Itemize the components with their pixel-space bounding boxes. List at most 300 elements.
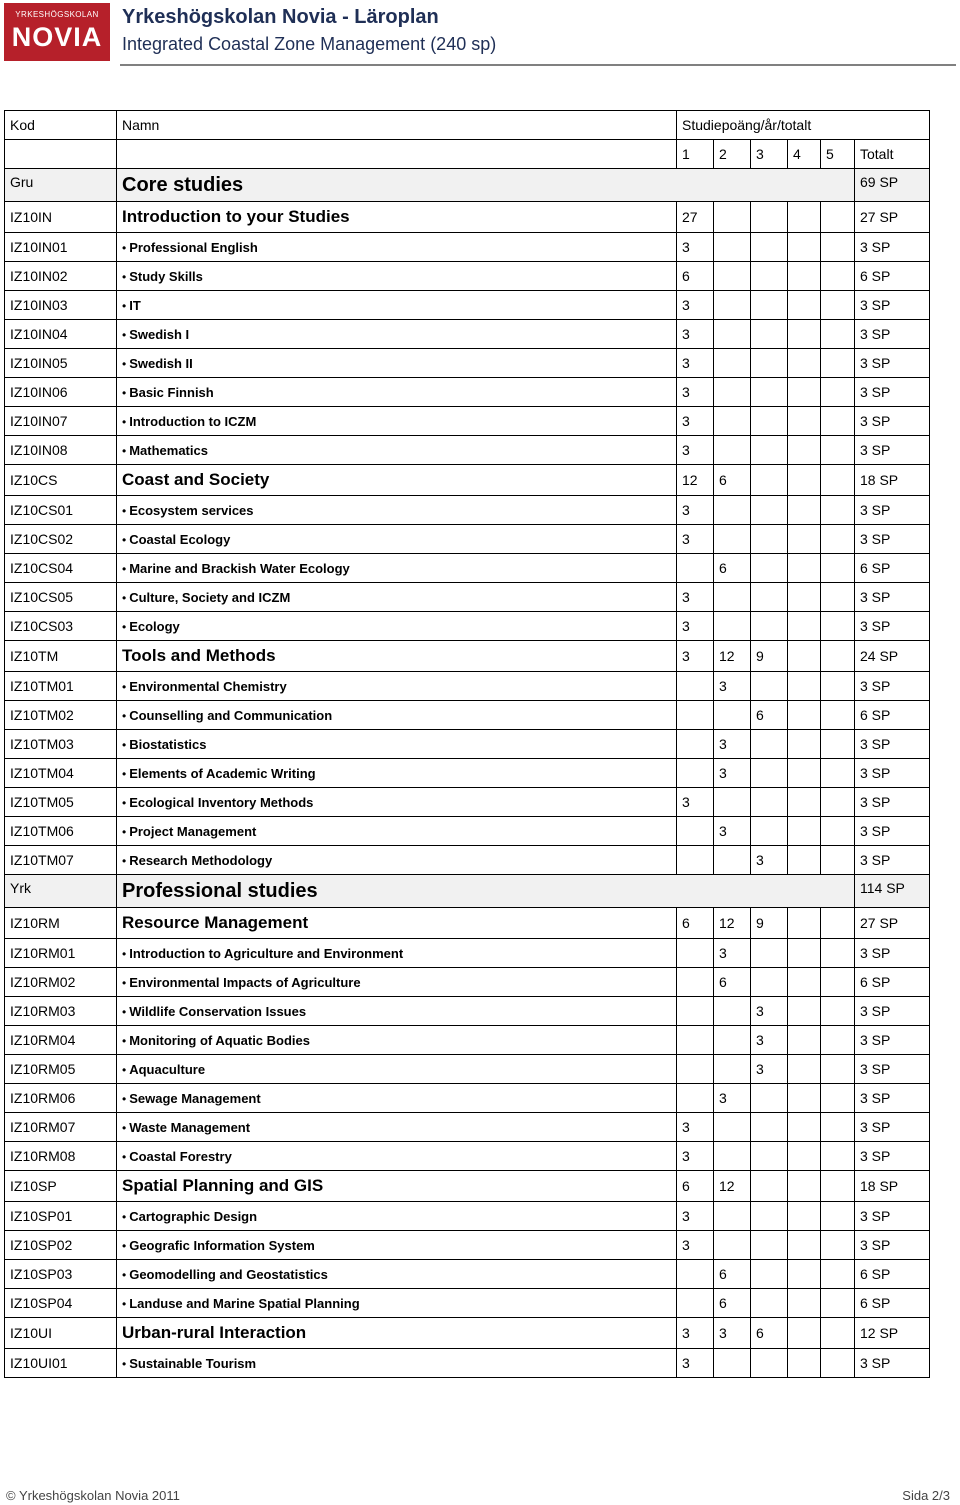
year-5-credits [821, 407, 855, 436]
year-2-credits: 6 [714, 465, 751, 496]
bullet-icon: • [122, 767, 127, 781]
course-name [117, 378, 677, 407]
novia-logo [4, 3, 110, 61]
course-code: IZ10TM03 [5, 730, 117, 759]
course-code: IZ10SP01 [5, 1202, 117, 1231]
year-4-credits [788, 262, 821, 291]
year-2-credits [714, 1026, 751, 1055]
course-row [5, 233, 930, 262]
course-name [117, 672, 677, 701]
course-code: IZ10CS01 [5, 496, 117, 525]
course-name-text: Ecosystem services [129, 503, 254, 518]
module-name [117, 908, 677, 939]
year-5-credits [821, 672, 855, 701]
course-name [117, 1260, 677, 1289]
year-4-credits [788, 730, 821, 759]
year-3-credits [751, 554, 788, 583]
year-1-credits: 3 [677, 583, 714, 612]
year-5-credits [821, 378, 855, 407]
year-1-credits [677, 1260, 714, 1289]
group-name [117, 875, 855, 908]
year-5-credits [821, 233, 855, 262]
course-name-text: Professional English [129, 240, 258, 255]
course-name-text: Environmental Chemistry [129, 679, 287, 694]
year-1-credits: 3 [677, 1349, 714, 1378]
logo-top-text: YRKESHÖGSKOLAN [15, 10, 99, 19]
course-row [5, 612, 930, 641]
year-3-credits [751, 1113, 788, 1142]
course-name [117, 349, 677, 378]
course-name [117, 1055, 677, 1084]
course-code: IZ10TM04 [5, 759, 117, 788]
course-name [117, 730, 677, 759]
course-code: IZ10IN01 [5, 233, 117, 262]
module-name [117, 465, 677, 496]
year-3-credits [751, 583, 788, 612]
course-name [117, 1142, 677, 1171]
year-1-credits [677, 968, 714, 997]
course-code: IZ10IN08 [5, 436, 117, 465]
course-code: IZ10IN [5, 202, 117, 233]
course-name-text: Geomodelling and Geostatistics [129, 1267, 328, 1282]
course-code: IZ10TM06 [5, 817, 117, 846]
year-3-credits: 3 [751, 1026, 788, 1055]
year-4-credits [788, 1318, 821, 1349]
year-4-credits [788, 1349, 821, 1378]
course-name [117, 1202, 677, 1231]
course-name-text: Cartographic Design [129, 1209, 258, 1224]
year-4-credits [788, 525, 821, 554]
total-credits: 6 SP [855, 262, 930, 291]
module-name-text: Tools and Methods [122, 646, 276, 665]
bullet-icon: • [122, 1297, 127, 1311]
year-4-credits [788, 1260, 821, 1289]
course-code: IZ10TM07 [5, 846, 117, 875]
bullet-icon: • [122, 709, 127, 723]
total-credits: 3 SP [855, 939, 930, 968]
course-name-text: Study Skills [129, 269, 203, 284]
year-2-credits [714, 407, 751, 436]
col-name-header: Namn [117, 111, 677, 140]
course-row [5, 788, 930, 817]
year-2-credits: 12 [714, 908, 751, 939]
year-5-credits [821, 641, 855, 672]
bullet-icon: • [122, 1005, 127, 1019]
header-divider [120, 64, 956, 66]
course-name [117, 496, 677, 525]
year-5-credits [821, 846, 855, 875]
year-1-credits [677, 554, 714, 583]
year-1-credits: 3 [677, 291, 714, 320]
year-3-credits [751, 612, 788, 641]
year-2-credits [714, 291, 751, 320]
total-credits: 3 SP [855, 320, 930, 349]
year-4-credits [788, 612, 821, 641]
year-1-credits: 3 [677, 436, 714, 465]
year-4-credits [788, 788, 821, 817]
total-credits: 3 SP [855, 997, 930, 1026]
module-name-text: Introduction to your Studies [122, 207, 350, 226]
course-code: IZ10IN07 [5, 407, 117, 436]
year-1-credits: 3 [677, 788, 714, 817]
course-name-text: Sustainable Tourism [129, 1356, 257, 1371]
year-5-credits [821, 997, 855, 1026]
course-code: IZ10RM03 [5, 997, 117, 1026]
total-credits: 6 SP [855, 968, 930, 997]
total-credits: 3 SP [855, 788, 930, 817]
course-code: IZ10CS02 [5, 525, 117, 554]
year-5-credits [821, 1202, 855, 1231]
year-4-credits [788, 233, 821, 262]
course-name [117, 436, 677, 465]
year-1-credits: 3 [677, 496, 714, 525]
course-row [5, 262, 930, 291]
footer-copyright: © Yrkeshögskolan Novia 2011 [6, 1488, 180, 1503]
course-row [5, 1084, 930, 1113]
year-5-credits [821, 1318, 855, 1349]
course-code: IZ10TM [5, 641, 117, 672]
year-4-credits [788, 672, 821, 701]
year-2-credits [714, 788, 751, 817]
course-code: IZ10CS03 [5, 612, 117, 641]
year-5-credits [821, 1349, 855, 1378]
year-2-credits: 6 [714, 554, 751, 583]
course-code: IZ10RM05 [5, 1055, 117, 1084]
total-credits: 3 SP [855, 233, 930, 262]
year-3-credits [751, 320, 788, 349]
course-code: IZ10TM01 [5, 672, 117, 701]
total-credits: 3 SP [855, 1113, 930, 1142]
year-5-credits [821, 788, 855, 817]
course-name [117, 1026, 677, 1055]
year-3-credits [751, 730, 788, 759]
year-5-credits [821, 701, 855, 730]
year-2-credits [714, 583, 751, 612]
module-row [5, 465, 930, 496]
module-name [117, 202, 677, 233]
module-name-text: Spatial Planning and GIS [122, 1176, 324, 1195]
module-name [117, 641, 677, 672]
bullet-icon: • [122, 1063, 127, 1077]
year-3-credits [751, 788, 788, 817]
year-2-credits [714, 202, 751, 233]
total-credits: 3 SP [855, 378, 930, 407]
bullet-icon: • [122, 1268, 127, 1282]
course-name-text: Sewage Management [129, 1091, 261, 1106]
course-name-text: Marine and Brackish Water Ecology [129, 561, 350, 576]
year-5-credits [821, 759, 855, 788]
bullet-icon: • [122, 1150, 127, 1164]
year-5-credits [821, 291, 855, 320]
course-code: IZ10RM [5, 908, 117, 939]
year-3-credits [751, 496, 788, 525]
bullet-icon: • [122, 1239, 127, 1253]
course-name-text: Aquaculture [129, 1062, 206, 1077]
year-1-credits: 3 [677, 1113, 714, 1142]
year-4-credits [788, 1202, 821, 1231]
course-name-text: Coastal Forestry [129, 1149, 232, 1164]
course-row [5, 672, 930, 701]
course-name-text: Basic Finnish [129, 385, 214, 400]
course-row [5, 349, 930, 378]
year-3-credits: 9 [751, 908, 788, 939]
year-2-credits [714, 436, 751, 465]
total-credits: 3 SP [855, 525, 930, 554]
course-row [5, 320, 930, 349]
total-credits: 3 SP [855, 846, 930, 875]
header-row-2 [5, 140, 930, 169]
year-2-credits [714, 233, 751, 262]
course-name [117, 525, 677, 554]
module-name-text: Urban-rural Interaction [122, 1323, 307, 1342]
year-5-credits [821, 202, 855, 233]
total-credits: 3 SP [855, 730, 930, 759]
year-3-credits: 6 [751, 701, 788, 730]
total-credits: 3 SP [855, 436, 930, 465]
year-1-credits: 6 [677, 1171, 714, 1202]
course-row [5, 730, 930, 759]
course-name-text: IT [129, 298, 141, 313]
bullet-icon: • [122, 854, 127, 868]
course-row [5, 378, 930, 407]
module-name-text: Coast and Society [122, 470, 270, 489]
year-3-credits [751, 759, 788, 788]
year-2-credits [714, 1055, 751, 1084]
year-5-credits [821, 525, 855, 554]
course-name [117, 1289, 677, 1318]
course-code: IZ10RM01 [5, 939, 117, 968]
bullet-icon: • [122, 738, 127, 752]
module-name-text: Resource Management [122, 913, 309, 932]
bullet-icon: • [122, 504, 127, 518]
course-name [117, 554, 677, 583]
year-5-credits [821, 1026, 855, 1055]
year-5-credits [821, 1055, 855, 1084]
year-3-credits [751, 1142, 788, 1171]
year-2-credits: 3 [714, 730, 751, 759]
year-2-credits: 3 [714, 939, 751, 968]
total-credits: 18 SP [855, 465, 930, 496]
col-code-header: Kod [5, 111, 117, 140]
year-3-credits [751, 407, 788, 436]
course-row [5, 1026, 930, 1055]
year-4-credits [788, 759, 821, 788]
year-1-credits: 6 [677, 908, 714, 939]
course-row [5, 1055, 930, 1084]
year-3-credits [751, 1289, 788, 1318]
course-name [117, 701, 677, 730]
bullet-icon: • [122, 947, 127, 961]
total-credits: 3 SP [855, 1202, 930, 1231]
module-row [5, 1318, 930, 1349]
course-row [5, 496, 930, 525]
year-4-credits [788, 583, 821, 612]
course-row [5, 1289, 930, 1318]
year-2-credits [714, 997, 751, 1026]
year-2-credits [714, 525, 751, 554]
course-row [5, 554, 930, 583]
course-row [5, 968, 930, 997]
year-5-credits [821, 496, 855, 525]
year-2-credits: 12 [714, 1171, 751, 1202]
year-5-credits [821, 612, 855, 641]
year-1-header: 1 [677, 140, 714, 169]
course-name [117, 233, 677, 262]
year-5-credits [821, 730, 855, 759]
module-row [5, 1171, 930, 1202]
course-code: IZ10RM02 [5, 968, 117, 997]
course-name-text: Swedish II [129, 356, 193, 371]
year-3-credits: 3 [751, 846, 788, 875]
course-row [5, 759, 930, 788]
course-name-text: Geografic Information System [129, 1238, 315, 1253]
year-2-credits [714, 846, 751, 875]
year-1-credits: 3 [677, 1318, 714, 1349]
course-name [117, 1349, 677, 1378]
total-credits: 27 SP [855, 202, 930, 233]
year-2-credits [714, 701, 751, 730]
year-4-header: 4 [788, 140, 821, 169]
year-3-credits [751, 1260, 788, 1289]
year-3-credits [751, 968, 788, 997]
page-subtitle: Integrated Coastal Zone Management (240 sp) [122, 34, 497, 54]
course-code: IZ10RM07 [5, 1113, 117, 1142]
year-4-credits [788, 968, 821, 997]
bullet-icon: • [122, 591, 127, 605]
group-name-text: Core studies [122, 173, 244, 196]
course-code: IZ10SP03 [5, 1260, 117, 1289]
total-credits: 3 SP [855, 1142, 930, 1171]
year-5-credits [821, 1260, 855, 1289]
course-code: IZ10UI01 [5, 1349, 117, 1378]
year-2-credits: 3 [714, 759, 751, 788]
course-name-text: Introduction to Agriculture and Environment [129, 946, 404, 961]
total-header: Totalt [855, 140, 930, 169]
course-code: IZ10TM05 [5, 788, 117, 817]
year-3-credits [751, 1202, 788, 1231]
course-name-text: Landuse and Marine Spatial Planning [129, 1296, 360, 1311]
year-1-credits [677, 1289, 714, 1318]
course-name-text: Mathematics [129, 443, 208, 458]
year-1-credits: 3 [677, 1202, 714, 1231]
module-name [117, 1318, 677, 1349]
course-name [117, 291, 677, 320]
year-1-credits [677, 1055, 714, 1084]
course-code: IZ10RM08 [5, 1142, 117, 1171]
total-credits: 3 SP [855, 672, 930, 701]
course-name [117, 262, 677, 291]
year-2-credits [714, 1113, 751, 1142]
course-code: IZ10IN02 [5, 262, 117, 291]
year-1-credits [677, 730, 714, 759]
course-name-text: Wildlife Conservation Issues [129, 1004, 307, 1019]
course-code: IZ10IN04 [5, 320, 117, 349]
year-2-credits [714, 1202, 751, 1231]
course-code: Yrk [5, 875, 117, 908]
year-4-credits [788, 908, 821, 939]
year-5-credits [821, 1113, 855, 1142]
year-4-credits [788, 1084, 821, 1113]
total-credits: 3 SP [855, 496, 930, 525]
year-4-credits [788, 1231, 821, 1260]
course-name-text: Coastal Ecology [129, 532, 231, 547]
bullet-icon: • [122, 796, 127, 810]
bullet-icon: • [122, 444, 127, 458]
year-2-credits [714, 1349, 751, 1378]
course-code: IZ10RM06 [5, 1084, 117, 1113]
year-1-credits: 3 [677, 378, 714, 407]
course-code: IZ10IN03 [5, 291, 117, 320]
module-row [5, 202, 930, 233]
year-4-credits [788, 701, 821, 730]
year-2-header: 2 [714, 140, 751, 169]
group-name-text: Professional studies [122, 879, 318, 902]
year-3-credits: 3 [751, 1055, 788, 1084]
course-code: Gru [5, 169, 117, 202]
course-name [117, 788, 677, 817]
course-name-text: Environmental Impacts of Agriculture [129, 975, 361, 990]
year-2-credits [714, 1231, 751, 1260]
year-2-credits [714, 378, 751, 407]
year-3-credits [751, 436, 788, 465]
bullet-icon: • [122, 328, 127, 342]
year-3-credits [751, 1349, 788, 1378]
bullet-icon: • [122, 1121, 127, 1135]
year-1-credits: 3 [677, 407, 714, 436]
group-row [5, 875, 930, 908]
year-5-credits [821, 349, 855, 378]
total-credits: 6 SP [855, 554, 930, 583]
total-credits: 3 SP [855, 817, 930, 846]
year-4-credits [788, 1026, 821, 1055]
year-1-credits: 3 [677, 320, 714, 349]
bullet-icon: • [122, 825, 127, 839]
group-name [117, 169, 855, 202]
year-2-credits [714, 349, 751, 378]
year-1-credits [677, 1026, 714, 1055]
year-4-credits [788, 1113, 821, 1142]
course-name-text: Counselling and Communication [129, 708, 333, 723]
year-4-credits [788, 202, 821, 233]
year-5-credits [821, 968, 855, 997]
bullet-icon: • [122, 1092, 127, 1106]
year-3-credits [751, 525, 788, 554]
year-4-credits [788, 496, 821, 525]
bullet-icon: • [122, 1034, 127, 1048]
course-name [117, 968, 677, 997]
bullet-icon: • [122, 1357, 127, 1371]
course-name-text: Ecology [129, 619, 180, 634]
course-name-text: Project Management [129, 824, 257, 839]
course-name [117, 846, 677, 875]
course-code: IZ10RM04 [5, 1026, 117, 1055]
course-row [5, 846, 930, 875]
year-3-credits [751, 233, 788, 262]
course-name [117, 407, 677, 436]
year-5-credits [821, 817, 855, 846]
total-credits: 114 SP [855, 875, 930, 908]
year-3-credits [751, 378, 788, 407]
total-credits: 3 SP [855, 612, 930, 641]
year-3-credits [751, 291, 788, 320]
year-3-credits [751, 262, 788, 291]
course-code: IZ10CS05 [5, 583, 117, 612]
year-2-credits [714, 496, 751, 525]
course-name [117, 1084, 677, 1113]
course-code: IZ10TM02 [5, 701, 117, 730]
bullet-icon: • [122, 620, 127, 634]
logo-main-text: NOVIA [11, 22, 103, 52]
